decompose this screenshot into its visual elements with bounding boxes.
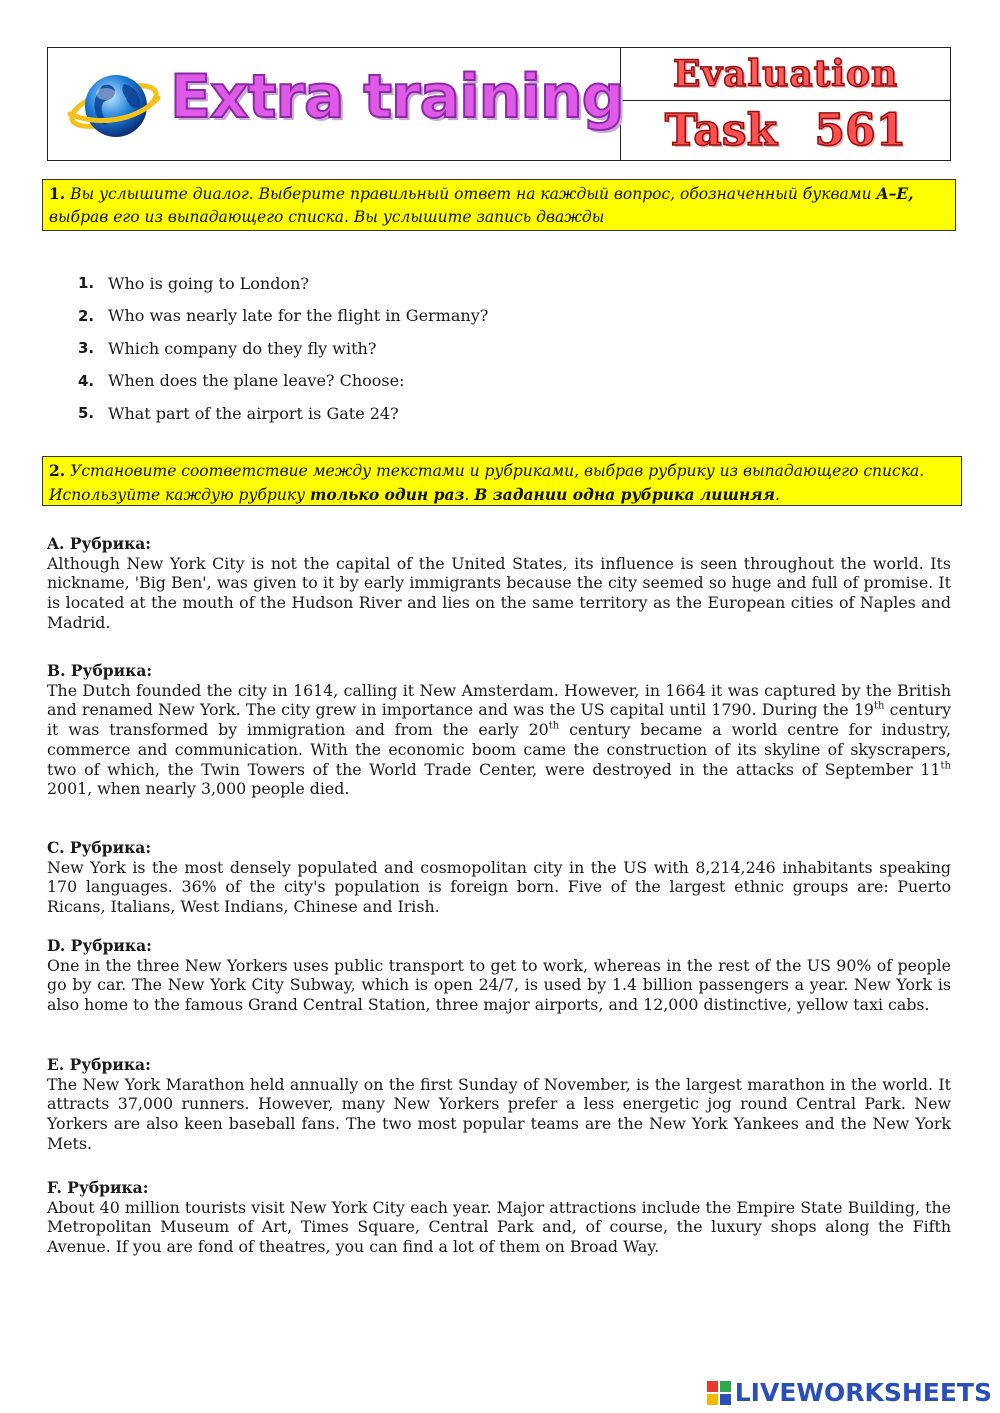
section-title: E. Рубрика: (47, 1055, 151, 1074)
list-item (78, 267, 488, 300)
list-item (78, 332, 488, 365)
question-text: When does the plane leave? Choose: (108, 371, 405, 391)
question-text: Which company do they fly with? (108, 338, 377, 358)
question-number: 1. (78, 274, 95, 293)
evaluation-label: Evaluation (672, 53, 899, 95)
section-a (47, 534, 951, 633)
section-title: F. Рубрика: (47, 1178, 149, 1197)
ordinal-suffix: th (548, 720, 560, 732)
list-item (78, 300, 488, 333)
section-text: About 40 million tourists visit New York City each year. Major attractions include the Empire State Building, the Metropolitan Museum of Art, Times Square, Central Park and, of course, the luxury shops along the Fifth Avenue. If you are fond of theatres, you can find a lot of them on Broad Way. (47, 1197, 951, 1257)
ordinal-suffix: th (873, 701, 885, 713)
task2-bold-once: только один раз (310, 485, 465, 504)
question-number: 2. (78, 306, 95, 325)
question-number: 5. (78, 404, 95, 423)
section-f (47, 1178, 951, 1257)
evaluation-cell (621, 48, 950, 101)
section-title: B. Рубрика: (47, 661, 153, 680)
list-item (78, 365, 488, 398)
section-text: One in the three New Yorkers uses public transport to get to work, whereas in the rest of the US 90% of people go by car. The New York City Subway, which is open 24/7, is used by 1.4 billion passengers a year. New York is also home to the famous Grand Central Station, three major airports, and 12,000 distinctive, yellow taxi cabs. (47, 955, 951, 1015)
ordinal-suffix: th (940, 760, 951, 772)
header-brand-cell (48, 48, 624, 160)
question-number: 3. (78, 339, 95, 358)
task-label: Task 561 (664, 105, 907, 156)
section-title: C. Рубрика: (47, 838, 152, 857)
question-text: Who was nearly late for the flight in Germany? (108, 306, 489, 326)
section-text: New York is the most densely populated and cosmopolitan city in the US with 8,214,246 inhabitants speaking 170 languages. 36% of the city's population is foreign born. Five of the largest ethnic groups are: Puerto Ricans, Italians, West Indians, Chinese and Irish. (47, 857, 951, 917)
task2-bold-extra: В задании одна рубрика лишняя (474, 485, 775, 504)
task2-text-end: . (774, 486, 780, 504)
section-text: Although New York City is not the capital of the United States, its influence is seen throughout the world. Its nickname, 'Big Ben', was given to it by early immigrants because the city seemed so huge and full of promise. It is located at the mouth of the Hudson River and lies on the same territory as the European cities of Naples and Madrid. (47, 553, 951, 632)
section-title: D. Рубрика: (47, 936, 152, 955)
task1-letters: A–E, (876, 184, 914, 203)
section-text-part: 2001, when nearly 3,000 people died. (47, 779, 350, 799)
section-text (47, 681, 951, 799)
task-number-cell (621, 101, 950, 160)
task1-instruction (42, 179, 956, 231)
question-text: What part of the airport is Gate 24? (108, 403, 399, 423)
section-text-part: century became a world centre for industry, commerce and communication. With the economic boom came the construction of its skyline of skyscrapers, two of which, the Twin Towers of the World Trade Center, were destroyed in the attacks of September 11 (47, 720, 951, 779)
footer-brand-text: LIVEWORKSHEETS (734, 1378, 992, 1407)
task1-text: Вы услышите диалог. Выберите правильный ответ на каждый вопрос, обозначенный буквами (70, 185, 877, 203)
section-title: A. Рубрика: (47, 534, 152, 553)
section-c (47, 838, 951, 917)
header-task-cell (621, 48, 950, 160)
section-text: The New York Marathon held annually on the first Sunday of November, is the largest marathon in the world. It attracts 37,000 runners. However, many New Yorkers prefer a less energetic jog round Central Park. New Yorkers are also keen baseball fans. The two most popular teams are the New York Yankees and the New York Mets. (47, 1074, 951, 1153)
section-b (47, 661, 951, 799)
list-item (78, 397, 488, 430)
footer-brand (707, 1378, 992, 1407)
brand-title: Extra training (170, 62, 624, 132)
section-text-part: The Dutch founded the city in 1614, calling it New Amsterdam. However, in 1664 it was captured by the British and renamed New York. The city grew in importance and was the US capital until 1790. During the 19 (47, 680, 951, 720)
question-number: 4. (78, 371, 95, 390)
section-e (47, 1055, 951, 1154)
globe-icon (66, 64, 162, 146)
section-text-part: century it was transformed by immigration and from the early 20 (47, 700, 952, 740)
task2-text: Установите соответствие между текстами и рубриками, выбрав рубрику из выпадающего списка. Используйте каждую рубрику (49, 462, 925, 504)
question-text: Who is going to London? (108, 273, 309, 293)
worksheet-header (47, 47, 951, 161)
section-d (47, 936, 951, 1015)
task1-text-end: выбрав его из выпадающего списка. Вы услышите запись дважды (49, 208, 605, 226)
question-list (78, 267, 488, 430)
task2-instruction (42, 456, 962, 506)
task1-number: 1. (49, 184, 66, 203)
task2-text-mid: . (464, 486, 475, 504)
liveworksheets-logo-icon (707, 1381, 731, 1405)
task2-number: 2. (49, 461, 66, 480)
